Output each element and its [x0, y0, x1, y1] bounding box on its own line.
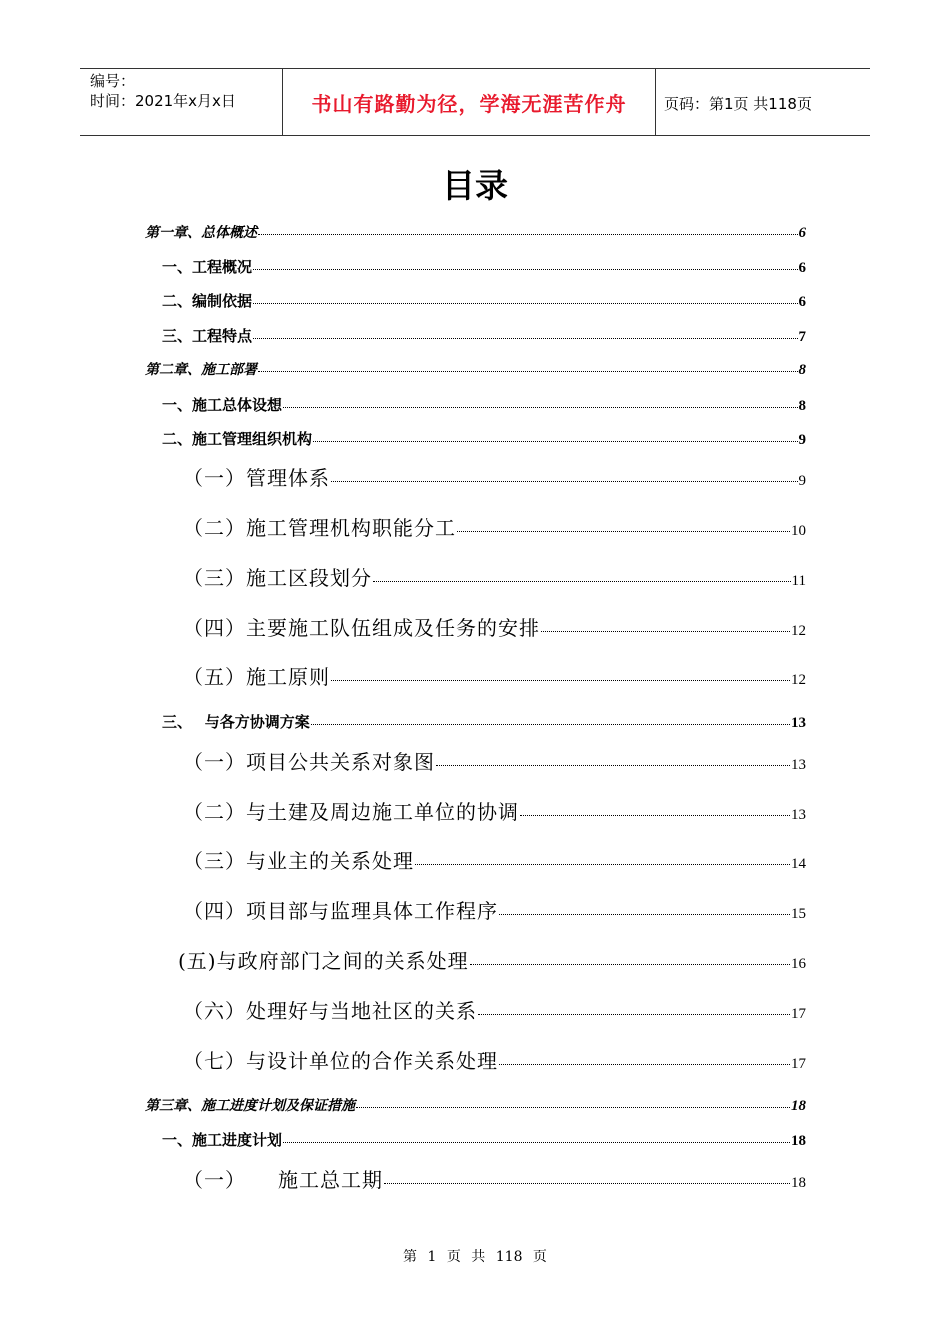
page-title: 目录: [442, 166, 508, 205]
toc-entry[interactable]: 第二章、施工部署 8: [145, 362, 806, 378]
toc-entry[interactable]: （六）处理好与当地社区的关系 17: [183, 999, 806, 1023]
toc-entry[interactable]: 二、施工管理组织机构 9: [162, 430, 806, 448]
toc-entry[interactable]: （五）施工原则 12: [183, 665, 806, 689]
toc-entry[interactable]: （一）管理体系 9: [183, 466, 806, 490]
header-page-label: 页码：第1页 共118页: [664, 95, 812, 113]
toc-entry[interactable]: 二、编制依据 6: [162, 292, 806, 310]
toc-entry[interactable]: 第三章、施工进度计划及保证措施 18: [145, 1098, 806, 1114]
toc-entry[interactable]: 一、工程概况 6: [162, 258, 806, 276]
toc-entry[interactable]: （一） 施工总工期 18: [183, 1168, 806, 1192]
toc-entry[interactable]: 一、施工总体设想 8: [162, 396, 806, 414]
toc-entry[interactable]: 一、施工进度计划 18: [162, 1131, 806, 1149]
toc-entry[interactable]: （四）主要施工队伍组成及任务的安排 12: [183, 616, 806, 640]
toc-entry[interactable]: （七）与设计单位的合作关系处理 17: [183, 1049, 806, 1073]
toc-entry[interactable]: （二）与土建及周边施工单位的协调 13: [183, 800, 806, 824]
header-motto: 书山有路勤为径，学海无涯苦作舟: [282, 69, 656, 135]
date-label: 时间：2021年x月x日: [90, 92, 236, 110]
toc-entry[interactable]: （一）项目公共关系对象图 13: [183, 750, 806, 774]
toc-entry[interactable]: （二）施工管理机构职能分工 10: [183, 516, 806, 540]
page-footer: 第 1 页 共 118 页: [403, 1249, 547, 1265]
toc-entry[interactable]: （三）与业主的关系处理 14: [183, 849, 806, 873]
toc-entry[interactable]: 三、工程特点 7: [162, 327, 806, 345]
toc-entry[interactable]: （三）施工区段划分 11: [183, 566, 806, 590]
toc-entry[interactable]: （四）项目部与监理具体工作程序 15: [183, 899, 806, 923]
code-label: 编号：: [90, 72, 136, 90]
toc-entry[interactable]: 三、 与各方协调方案 13: [162, 713, 806, 731]
toc-entry[interactable]: (五)与政府部门之间的关系处理 16: [178, 949, 806, 973]
toc-entry[interactable]: 第一章、总体概述 6: [145, 225, 806, 241]
